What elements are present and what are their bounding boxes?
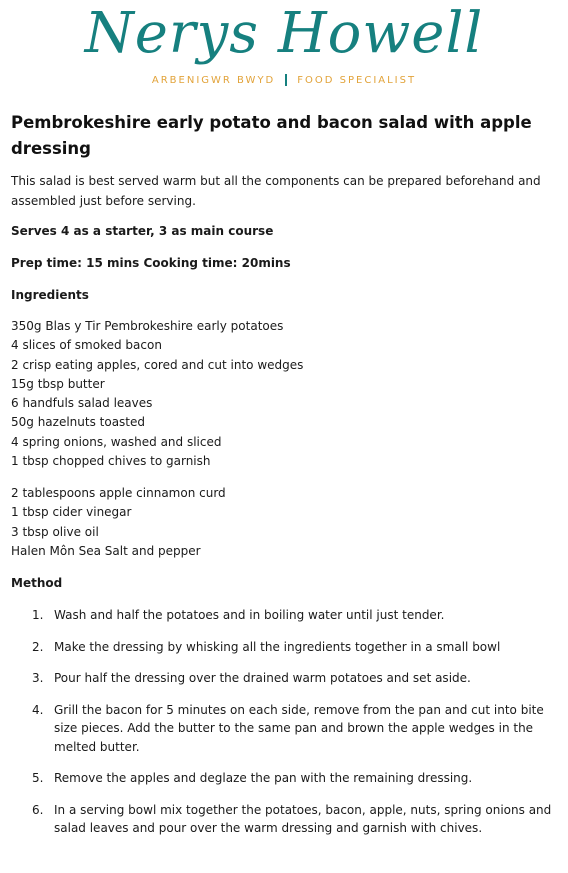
logo-tagline-english: FOOD SPECIALIST [297, 74, 417, 86]
logo-wordmark: Nerys Howell [84, 1, 484, 66]
step-number: 5. [32, 771, 44, 785]
list-item: 350g Blas y Tir Pembrokeshire early potatoes [11, 319, 284, 333]
logo-tagline-welsh: ARBENIGWR BWYD [151, 74, 276, 86]
step-text: Remove the apples and deglaze the pan with the remaining dressing. [54, 771, 473, 785]
method-step [11, 801, 556, 838]
method-step [11, 638, 556, 657]
list-item: 3 tbsp olive oil [11, 524, 99, 539]
step-text: Grill the bacon for 5 minutes on each side, remove from the pan and cut into bite size pieces. Add the butter to the same pan and brown the apple wedges in the melted butter. [54, 702, 544, 754]
list-item: 15g tbsp butter [11, 376, 105, 391]
brand-logo [0, 0, 568, 100]
step-number: 4. [32, 702, 44, 717]
list-item: 2 tablespoons apple cinnamon curd [11, 486, 226, 500]
step-number: 1. [32, 608, 44, 622]
recipe-intro: This salad is best served warm but all the components can be prepared beforehand and assembled just before serving. [11, 174, 541, 208]
list-item: 6 handfuls salad leaves [11, 396, 153, 411]
step-number: 3. [32, 671, 44, 685]
list-item: Halen Môn Sea Salt and pepper [11, 543, 201, 558]
serves-info: Serves 4 as a starter, 3 as main course [11, 224, 274, 238]
time-info: Prep time: 15 mins Cooking time: 20mins [11, 256, 291, 270]
ingredients-heading: Ingredients [11, 288, 89, 302]
step-text: In a serving bowl mix together the potatoes, bacon, apple, nuts, spring onions and salad leaves and pour over the warm dressing and garnish with chives. [54, 802, 552, 835]
method-list [11, 606, 556, 838]
method-heading: Method [11, 576, 63, 590]
step-text: Make the dressing by whisking all the ingredients together in a small bowl [54, 639, 501, 654]
logo-divider [285, 74, 287, 86]
dressing-list [11, 484, 556, 561]
recipe-title: Pembrokeshire early potato and bacon salad with apple dressing [11, 113, 532, 158]
list-item: 1 tbsp chopped chives to garnish [11, 454, 211, 469]
ingredients-list [11, 317, 556, 471]
step-text: Pour half the dressing over the drained warm potatoes and set aside. [54, 671, 471, 685]
logo-tagline [0, 74, 568, 86]
method-step [11, 669, 556, 688]
step-number: 2. [32, 639, 44, 654]
method-step [11, 769, 556, 788]
list-item: 1 tbsp cider vinegar [11, 505, 132, 520]
list-item: 50g hazelnuts toasted [11, 415, 146, 430]
method-step [11, 701, 556, 757]
list-item: 4 spring onions, washed and sliced [11, 434, 222, 449]
step-text: Wash and half the potatoes and in boiling water until just tender. [54, 608, 445, 622]
list-item: 4 slices of smoked bacon [11, 338, 162, 353]
step-number: 6. [32, 802, 44, 817]
list-item: 2 crisp eating apples, cored and cut into wedges [11, 357, 304, 372]
method-step [11, 606, 556, 625]
